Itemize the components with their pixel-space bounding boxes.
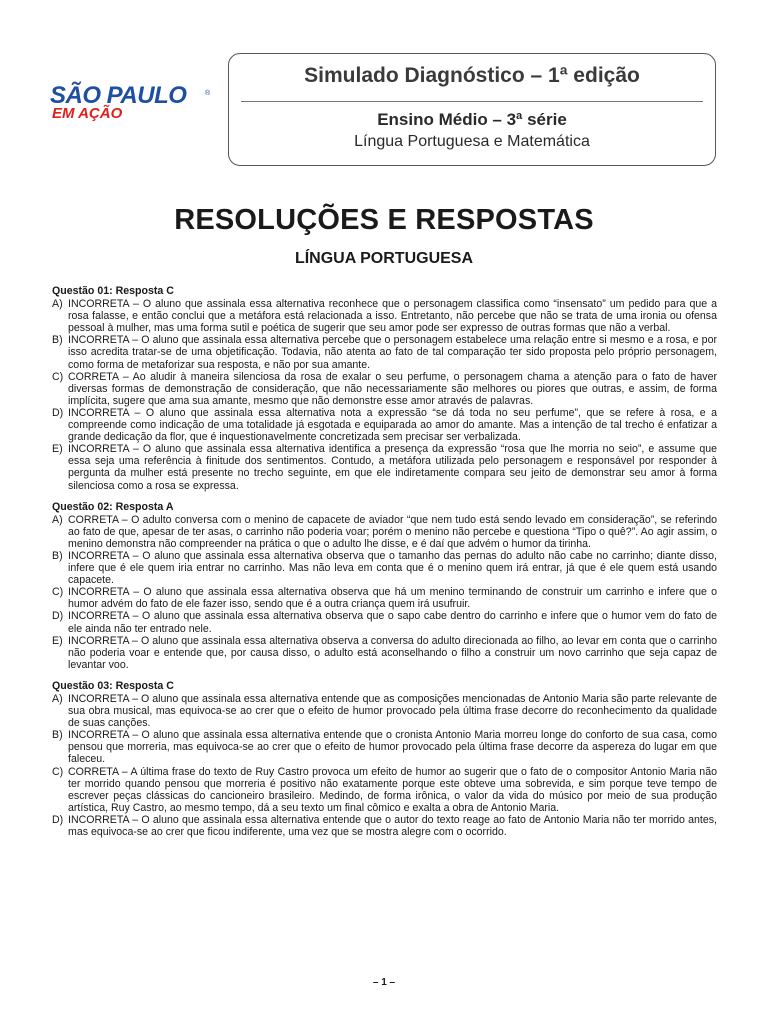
answer-option — [52, 814, 717, 838]
logo-line-1: SÃO PAULO — [50, 82, 187, 109]
answer-option — [52, 635, 717, 671]
page-title: RESOLUÇÕES E RESPOSTAS — [174, 204, 594, 236]
option-text: INCORRETA – O aluno que assinala essa alternativa observa que o sapo cabe dentro do carrinho e infere que o humor vem do fato de ele ainda não ter entrado nele. — [68, 610, 717, 635]
option-letter: D) — [52, 610, 64, 623]
answer-option — [52, 729, 717, 765]
exam-title: Simulado Diagnóstico – 1ª edição — [304, 64, 640, 87]
logo-line-2: EM AÇÃO — [52, 105, 123, 122]
logo-registered-mark: ® — [205, 90, 211, 97]
option-letter: B) — [52, 729, 63, 742]
answer-option — [52, 610, 717, 634]
option-letter: B) — [52, 334, 63, 347]
answer-option — [52, 693, 717, 729]
answers-content — [52, 285, 717, 838]
option-text: CORRETA – A última frase do texto de Ruy Castro provoca um efeito de humor ao sugerir que o fato de o compositor Antonio Maria não ter morrido quando pensou que morreria é positivo não exatamente porque este obteve uma sobrevida, e sim porque teve tempo de escrever peças clássicas do cancioneiro brasileiro. Medindo, de forma irônica, o valor da vida do músico por meio de sua produção artística, Ruy Castro, ao mesmo tempo, dá a seu texto um final cômico e exalta a obra de Antonio Maria. — [68, 765, 717, 814]
exam-subjects: Língua Portuguesa e Matemática — [354, 133, 590, 150]
option-text: INCORRETA – O aluno que assinala essa alternativa observa que há um menino terminando de construir um carrinho e infere que o humor advém do fato de ele fazer isso, sendo que é a outra criança quem irá usufruir. — [68, 586, 717, 611]
option-text: INCORRETA – O aluno que assinala essa alternativa observa a conversa do adulto direcionada ao filho, ao levar em conta que o carrinho não poderia voar e entende que, por causa disso, o adulto está aconselhando o filho a construir um novo carrinho que seja capaz de levantar voo. — [68, 634, 717, 671]
option-letter: B) — [52, 549, 63, 562]
answer-option — [52, 371, 717, 407]
option-text: INCORRETA – O aluno que assinala essa alternativa nota a expressão “se dá toda no seu perfume”, que se refere à rosa, e a compreende como indicação de uma totalidade já esgotada e equiparada ao amor do amante. Mas a intenção de tal trecho é enfatizar a grande dedicação da flor, que é inquestionavelmente concretizada sem precisar ser verbalizada. — [68, 406, 717, 444]
header-divider — [241, 101, 703, 102]
option-letter: A) — [52, 298, 63, 311]
answer-option — [52, 514, 717, 550]
exam-level: Ensino Médio – 3ª série — [377, 110, 567, 129]
answer-option — [52, 550, 717, 586]
option-text: INCORRETA – O aluno que assinala essa alternativa entende que o cronista Antonio Maria morreu longe do conforto de sua casa, como pensou que morreria, mas equivoca-se ao crer que o efeito de humor provocado pela última frase decorre da aspereza do lugar em que faleceu. — [68, 729, 717, 766]
option-text: INCORRETA – O aluno que assinala essa alternativa entende que as composições mencionadas de Antonio Maria são parte relevante de sua obra musical, mas equivoca-se ao crer que o efeito de humor provocado pela última frase decorre do reconhecimento da qualidade de suas canções. — [68, 693, 717, 730]
option-text: INCORRETA – O aluno que assinala essa alternativa observa que o tamanho das pernas do adulto não cabe no carrinho; diante disso, infere que é ele quem iria entrar no carrinho. Mas não leva em conta que é o menino quem irá entrar, já que é ele quem está usando capacete. — [68, 549, 717, 587]
question-heading: Questão 02: Resposta A — [52, 500, 174, 513]
option-letter: E) — [52, 634, 63, 647]
answer-option — [52, 586, 717, 610]
option-letter: C) — [52, 765, 64, 778]
option-text: INCORRETA – O aluno que assinala essa alternativa identifica a presença da expressão “rosa que lhe morria no seio”, e assume que essa seja uma referência à finitude dos sentimentos. Contudo, a metáfora utilizada pelo personagem e responsável por responder à pergunta da mulher está presente no trecho seguinte, em que ele indiretamente compara seu jeito de demonstrar seu amor à forma silenciosa como a rosa se expressa. — [68, 443, 717, 492]
answer-option — [52, 334, 717, 370]
option-letter: C) — [52, 586, 64, 599]
answer-option — [52, 407, 717, 443]
option-text: INCORRETA – O aluno que assinala essa alternativa reconhece que o personagem classifica como “insensato” um pedido para que a rosa falasse, e então conclui que a metáfora está relacionada a isso. Entretanto, não percebe que não se trata de uma ironia ou ofensa pessoal à mulher, mas uma forma sutil e poética de sugerir que seu amor pode ser expresso de outras formas que não a verbal. — [68, 298, 717, 335]
option-text: INCORRETA – O aluno que assinala essa alternativa percebe que o personagem estabelece uma relação entre si mesmo e a rosa, e por isso acredita tratar-se de uma objetificação. Todavia, não atenta ao fato de tal comparação ter sido proposta pelo próprio personagem, como forma de metaforizar sua resposta, e não por sua amante. — [68, 334, 717, 371]
option-text: CORRETA – Ao aludir à maneira silenciosa da rosa de exalar o seu perfume, o personagem chama a atenção para o fato de haver diversas formas de demonstração de consideração, que não necessariamente são melhores ou piores que outras, e assim, de forma implícita, sugere que ama sua amante, mesmo que não demonstre esse amor através de palavras. — [68, 370, 717, 407]
question-heading: Questão 01: Resposta C — [52, 285, 174, 297]
question-heading: Questão 03: Resposta C — [52, 679, 174, 692]
page-number: – 1 – — [372, 977, 396, 988]
option-letter: A) — [52, 513, 63, 526]
option-text: INCORRETA – O aluno que assinala essa alternativa entende que o autor do texto reage ao fato de Antonio Maria não ter morrido antes, mas equivoca-se ao crer que ficou indiferente, uma vez que se mostra alegre com o ocorrido. — [68, 813, 717, 839]
option-text: CORRETA – O adulto conversa com o menino de capacete de aviador “que nem tudo está sendo levado em consideração”, se referindo ao fato de que, apesar de ter asas, o carrinho não poderia voar; porém o menino não percebe e questiona “Tipo o quê?”. Ao agir assim, o menino demonstra não compreender na prática o que o adulto lhe disse, e é daí que advém o humor da tirinha. — [68, 513, 717, 550]
sao-paulo-em-acao-logo — [50, 82, 220, 126]
answer-option — [52, 443, 717, 491]
option-letter: A) — [52, 693, 63, 705]
option-letter: D) — [52, 406, 64, 419]
option-letter: D) — [52, 813, 64, 826]
answer-option — [52, 766, 717, 814]
answer-option — [52, 298, 717, 334]
header-box — [228, 53, 716, 166]
option-letter: C) — [52, 370, 64, 383]
option-letter: E) — [52, 443, 63, 456]
subject-heading: LÍNGUA PORTUGUESA — [294, 250, 474, 267]
